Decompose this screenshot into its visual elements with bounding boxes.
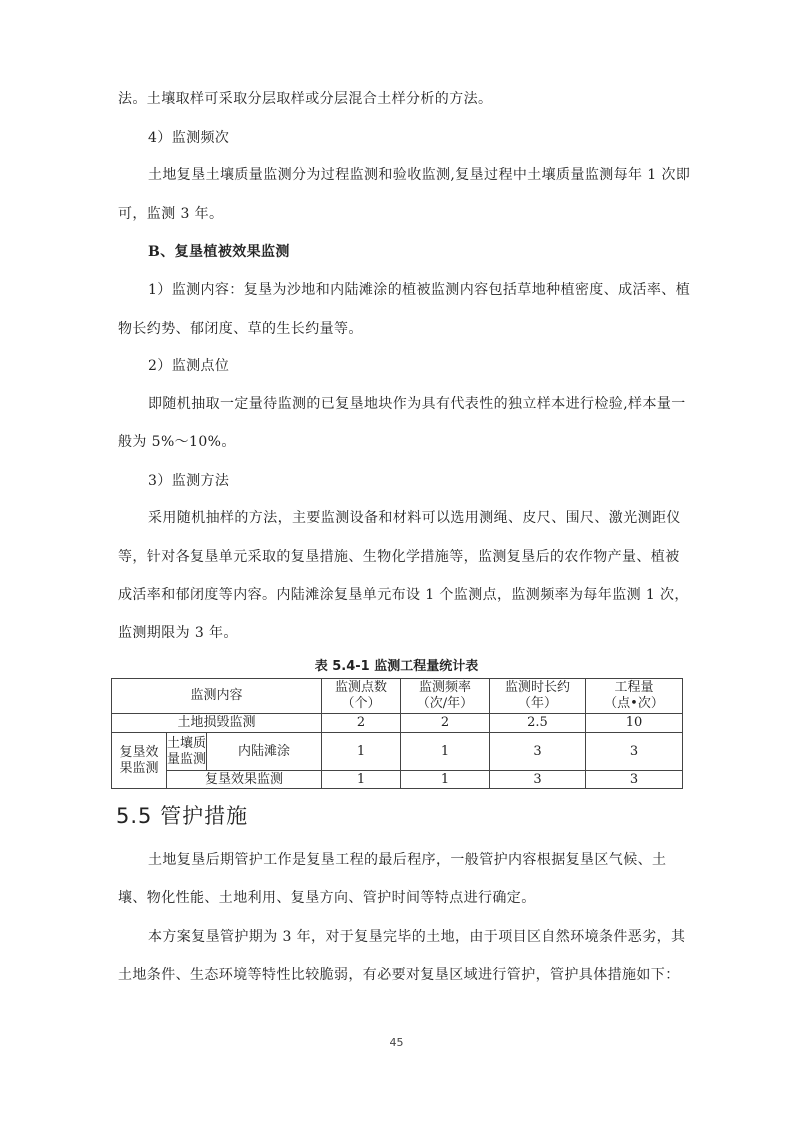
paragraph-line: 可，监测 3 年。 bbox=[118, 206, 224, 222]
paragraph-line: 土地复垦后期管护工作是复垦工程的最后程序，一般管护内容根据复垦区气候、土 bbox=[148, 852, 667, 868]
subheading-method: 3）监测方法 bbox=[148, 473, 230, 489]
paragraph-line: 等，针对各复垦单元采取的复垦措施、生物化学措施等，监测复垦后的农作物产量、植被 bbox=[118, 549, 680, 565]
paragraph-line: 监测期限为 3 年。 bbox=[118, 625, 238, 641]
paragraph-line: 土地条件、生态环境等特性比较脆弱，有必要对复垦区域进行管护，管护具体措施如下： bbox=[118, 967, 680, 983]
header-duration: 监测时长约 （年） bbox=[490, 679, 586, 714]
paragraph-line: 壤、物化性能、土地利用、复垦方向、管护时间等特点进行确定。 bbox=[118, 890, 536, 906]
page-number: 45 bbox=[389, 1036, 404, 1049]
subgroup-label: 土壤质 量监测 bbox=[167, 733, 207, 771]
table-row bbox=[112, 714, 683, 733]
subheading-vegetation: B、复垦植被效果监测 bbox=[148, 244, 290, 260]
header-points: 监测点数 （个） bbox=[322, 679, 401, 714]
cell-duration: 3 bbox=[490, 733, 586, 771]
group-label: 复垦效 果监测 bbox=[112, 733, 167, 789]
table-row bbox=[112, 771, 683, 789]
row-label: 土地损毁监测 bbox=[112, 714, 322, 733]
cell-points: 1 bbox=[322, 771, 401, 789]
cell-frequency: 2 bbox=[401, 714, 490, 733]
cell-points: 2 bbox=[322, 714, 401, 733]
paragraph-line: 土地复垦土壤质量监测分为过程监测和验收监测,复垦过程中土壤质量监测每年 1 次即 bbox=[148, 167, 691, 183]
table-header-row bbox=[112, 679, 683, 714]
subheading-points: 2）监测点位 bbox=[148, 358, 230, 374]
header-frequency: 监测频率 （次/年） bbox=[401, 679, 490, 714]
paragraph-line: 般为 5%～10%。 bbox=[118, 434, 236, 450]
header-content: 监测内容 bbox=[112, 679, 322, 714]
subheading-frequency: 4）监测频次 bbox=[148, 130, 230, 146]
table-row bbox=[112, 733, 683, 771]
header-quantity: 工程量 （点•次） bbox=[586, 679, 683, 714]
paragraph-line: 采用随机抽样的方法，主要监测设备和材料可以选用测绳、皮尺、围尺、激光测距仪 bbox=[148, 510, 681, 526]
paragraph-line: 1）监测内容：复垦为沙地和内陆滩涂的植被监测内容包括草地种植密度、成活率、植 bbox=[148, 282, 691, 298]
paragraph-line: 成活率和郁闭度等内容。内陆滩涂复垦单元布设 1 个监测点，监测频率为每年监测 1 次， bbox=[118, 587, 689, 603]
cell-duration: 3 bbox=[490, 771, 586, 789]
paragraph-line: 本方案复垦管护期为 3 年，对于复垦完毕的土地，由于项目区自然环境条件恶劣，其 bbox=[148, 929, 686, 945]
cell-frequency: 1 bbox=[401, 771, 490, 789]
paragraph-line: 物长约势、郁闭度、草的生长约量等。 bbox=[118, 321, 363, 337]
paragraph-line: 即随机抽取一定量待监测的已复垦地块作为具有代表性的独立样本进行检验,样本量一 bbox=[148, 396, 686, 412]
cell-frequency: 1 bbox=[401, 733, 490, 771]
row-label: 内陆滩涂 bbox=[207, 733, 322, 771]
cell-points: 1 bbox=[322, 733, 401, 771]
cell-duration: 2.5 bbox=[490, 714, 586, 733]
cell-quantity: 3 bbox=[586, 771, 683, 789]
row-label: 复垦效果监测 bbox=[167, 771, 322, 789]
cell-quantity: 3 bbox=[586, 733, 683, 771]
section-heading: 5.5 管护措施 bbox=[116, 804, 249, 828]
table-caption: 表 5.4-1 监测工程量统计表 bbox=[314, 659, 479, 674]
monitoring-table bbox=[111, 678, 683, 789]
cell-quantity: 10 bbox=[586, 714, 683, 733]
paragraph-line: 法。土壤取样可采取分层取样或分层混合土样分析的方法。 bbox=[118, 91, 493, 107]
